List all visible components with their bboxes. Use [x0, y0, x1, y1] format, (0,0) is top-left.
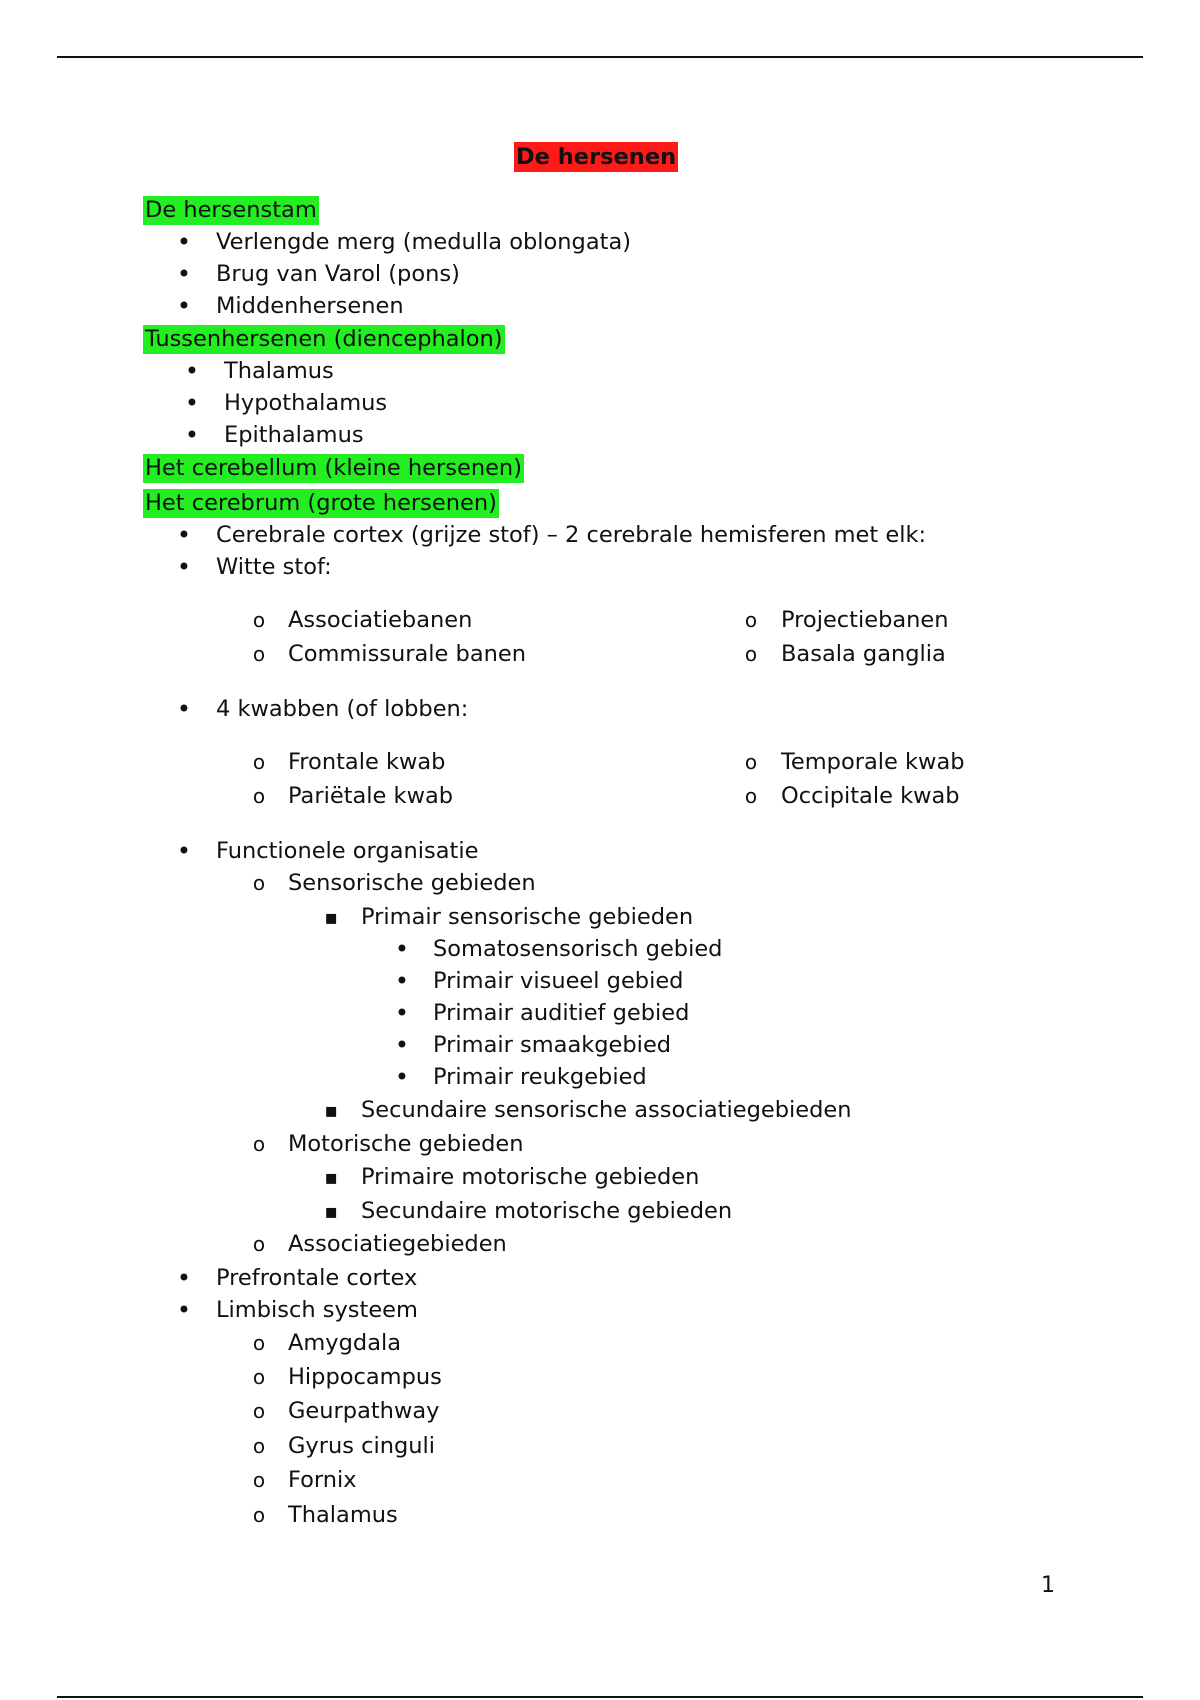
list-item: Basala ganglia [781, 641, 946, 667]
list-item: Primair sensorische gebieden [361, 904, 694, 930]
list-item: Middenhersenen [216, 293, 404, 319]
bullet-icon [182, 357, 202, 386]
list-item: Associatiegebieden [288, 1231, 507, 1257]
list-item: Amygdala [288, 1330, 402, 1356]
list-item: Primair auditief gebied [433, 1000, 690, 1026]
bullet-icon [392, 1031, 412, 1060]
circle-bullet-icon [249, 1397, 269, 1425]
bullet-icon [174, 260, 194, 289]
circle-bullet-icon [249, 748, 269, 776]
list-item: Primair reukgebied [433, 1064, 647, 1090]
circle-bullet-icon [249, 1329, 269, 1357]
list-item: Prefrontale cortex [216, 1265, 418, 1291]
square-bullet-icon [321, 1197, 341, 1225]
circle-bullet-icon [741, 640, 761, 668]
bullet-icon [174, 1296, 194, 1325]
list-item: 4 kwabben (of lobben: [216, 696, 469, 722]
list-item: Functionele organisatie [216, 838, 479, 864]
circle-bullet-icon [741, 782, 761, 810]
list-item: Cerebrale cortex (grijze stof) – 2 cerebrale hemisferen met elk: [216, 522, 927, 548]
list-item: Epithalamus [224, 422, 364, 448]
list-item: Temporale kwab [781, 749, 965, 775]
list-item: Commissurale banen [288, 641, 526, 667]
list-item: Projectiebanen [781, 607, 949, 633]
list-item: Primair smaakgebied [433, 1032, 672, 1058]
section-heading-tussenhersenen: Tussenhersenen (diencephalon) [145, 326, 503, 352]
circle-bullet-icon [249, 1363, 269, 1391]
list-item: Verlengde merg (medulla oblongata) [216, 229, 632, 255]
page-title: De hersenen [516, 144, 677, 170]
list-item: Hippocampus [288, 1364, 442, 1390]
circle-bullet-icon [741, 748, 761, 776]
list-item: Somatosensorisch gebied [433, 936, 723, 962]
list-item: Geurpathway [288, 1398, 440, 1424]
bullet-icon [174, 228, 194, 257]
bullet-icon [174, 695, 194, 724]
list-item: Occipitale kwab [781, 783, 960, 809]
list-item: Gyrus cinguli [288, 1433, 436, 1459]
footer-rule [57, 1696, 1143, 1698]
bullet-icon [174, 837, 194, 866]
bullet-icon [392, 999, 412, 1028]
circle-bullet-icon [249, 869, 269, 897]
circle-bullet-icon [249, 1230, 269, 1258]
circle-bullet-icon [249, 1501, 269, 1529]
list-item: Secundaire motorische gebieden [361, 1198, 733, 1224]
list-item: Associatiebanen [288, 607, 473, 633]
section-heading-cerebrum: Het cerebrum (grote hersenen) [145, 490, 497, 516]
list-item: Primair visueel gebied [433, 968, 684, 994]
section-heading-cerebellum: Het cerebellum (kleine hersenen) [145, 455, 522, 481]
bullet-icon [392, 967, 412, 996]
list-item: Brug van Varol (pons) [216, 261, 460, 287]
circle-bullet-icon [249, 782, 269, 810]
list-item: Motorische gebieden [288, 1131, 524, 1157]
circle-bullet-icon [249, 1432, 269, 1460]
list-item: Hypothalamus [224, 390, 388, 416]
list-item: Frontale kwab [288, 749, 446, 775]
circle-bullet-icon [741, 606, 761, 634]
bullet-icon [392, 1063, 412, 1092]
circle-bullet-icon [249, 1466, 269, 1494]
list-item: Limbisch systeem [216, 1297, 418, 1323]
bullet-icon [174, 553, 194, 582]
bullet-icon [182, 389, 202, 418]
section-heading-hersenstam: De hersenstam [145, 197, 317, 223]
square-bullet-icon [321, 1163, 341, 1191]
list-item: Pariëtale kwab [288, 783, 454, 809]
square-bullet-icon [321, 903, 341, 931]
list-item: Fornix [288, 1467, 357, 1493]
bullet-icon [174, 521, 194, 550]
bullet-icon [392, 935, 412, 964]
bullet-icon [182, 421, 202, 450]
list-item: Thalamus [288, 1502, 398, 1528]
list-item: Thalamus [224, 358, 334, 384]
circle-bullet-icon [249, 640, 269, 668]
circle-bullet-icon [249, 606, 269, 634]
square-bullet-icon [321, 1096, 341, 1124]
list-item: Witte stof: [216, 554, 332, 580]
bullet-icon [174, 292, 194, 321]
bullet-icon [174, 1264, 194, 1293]
header-rule [57, 56, 1143, 58]
list-item: Primaire motorische gebieden [361, 1164, 700, 1190]
page-number: 1 [1041, 1573, 1055, 1598]
list-item: Secundaire sensorische associatiegebieden [361, 1097, 852, 1123]
circle-bullet-icon [249, 1130, 269, 1158]
list-item: Sensorische gebieden [288, 870, 536, 896]
